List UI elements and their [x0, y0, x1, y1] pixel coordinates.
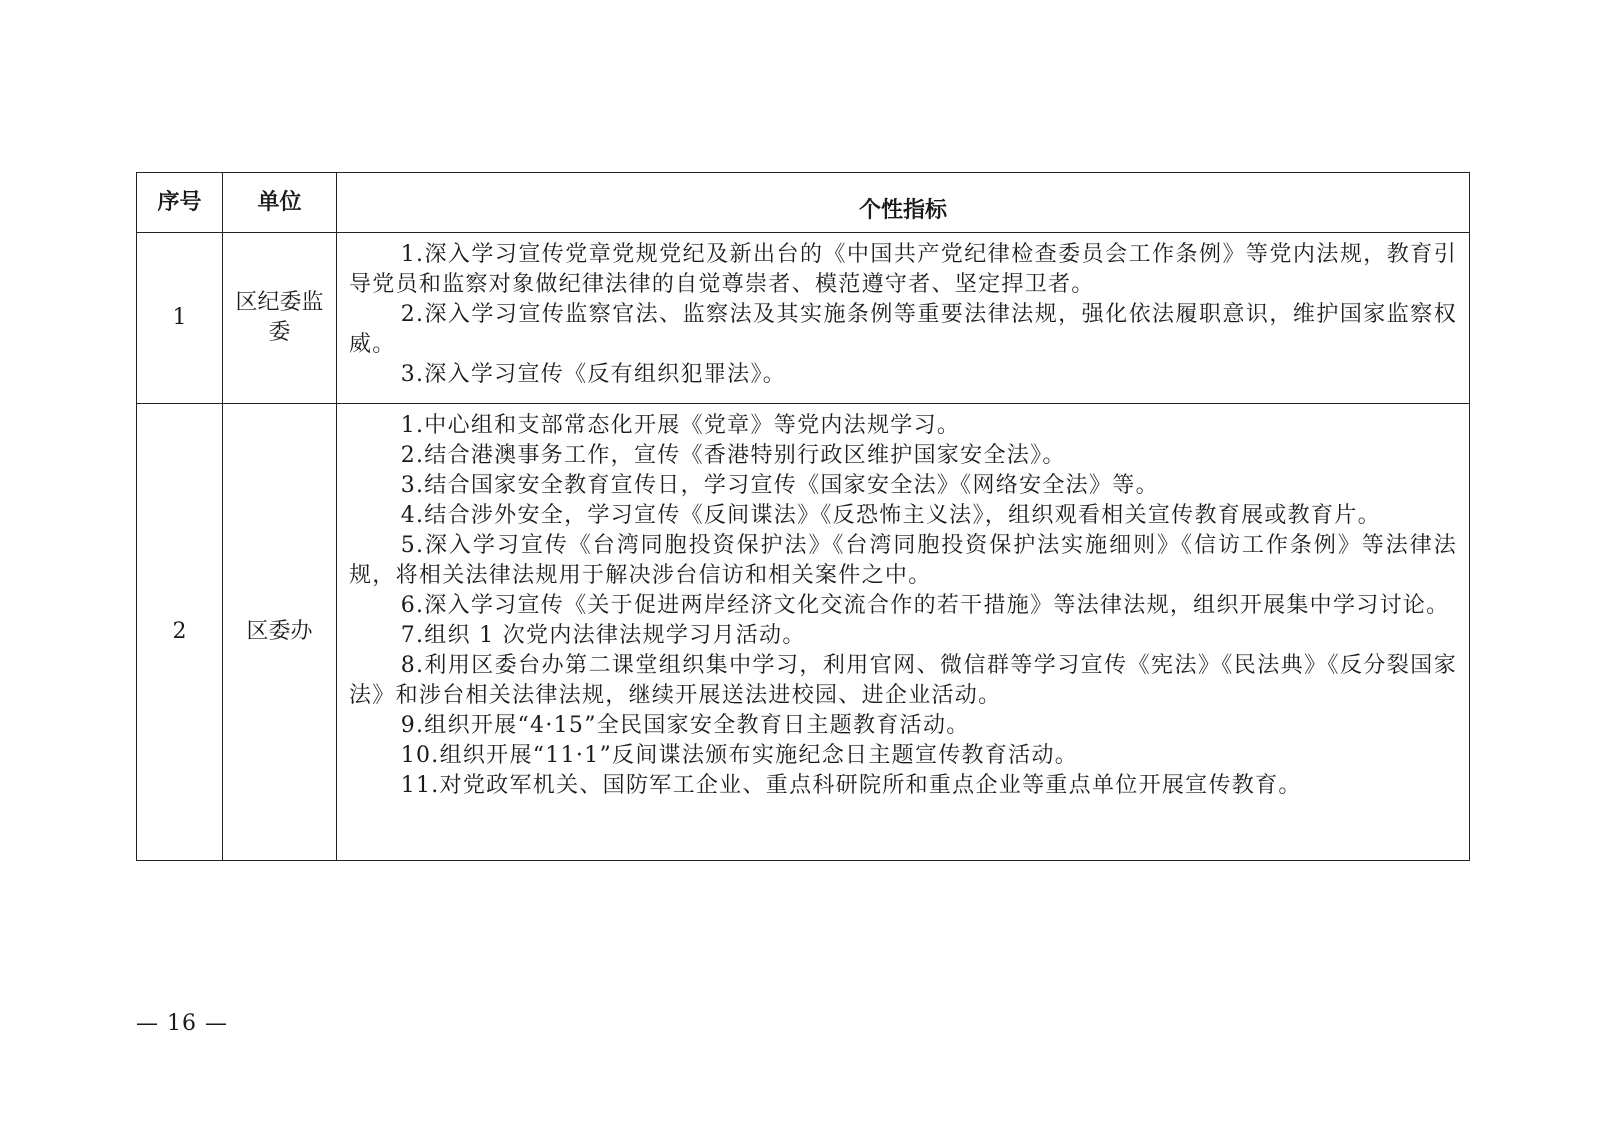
- indicator-table: [136, 172, 1470, 861]
- row-indicators: [337, 233, 1470, 404]
- indicator-item: 2.深入学习宣传监察官法、监察法及其实施条例等重要法律法规，强化依法履职意识，维护国家监察权威。: [349, 302, 1457, 357]
- header-indicator: 个性指标: [337, 173, 1470, 233]
- header-unit: 单位: [223, 173, 337, 233]
- indicator-item: 4.结合涉外安全，学习宣传《反间谍法》《反恐怖主义法》，组织观看相关宣传教育展或教育片。: [400, 503, 1381, 528]
- indicator-item: 9.组织开展“4·15”全民国家安全教育日主题教育活动。: [400, 713, 970, 738]
- indicator-item: 11.对党政军机关、国防军工企业、重点科研院所和重点企业等重点单位开展宣传教育。: [400, 773, 1302, 798]
- page-number: — 16 —: [136, 1011, 228, 1036]
- indicator-item: 6.深入学习宣传《关于促进两岸经济文化交流合作的若干措施》等法律法规，组织开展集中学习讨论。: [400, 593, 1450, 618]
- indicator-item: 2.结合港澳事务工作，宣传《香港特别行政区维护国家安全法》。: [400, 443, 1066, 468]
- table-row: [137, 404, 1470, 861]
- row-unit: 区委办: [223, 404, 337, 861]
- indicator-item: 3.结合国家安全教育宣传日，学习宣传《国家安全法》《网络安全法》等。: [400, 473, 1159, 498]
- table-header-row: [137, 173, 1470, 233]
- indicator-item: 7.组织 1 次党内法律法规学习月活动。: [400, 623, 806, 648]
- indicator-item: 3.深入学习宣传《反有组织犯罪法》。: [400, 362, 787, 387]
- indicator-item: 1.中心组和支部常态化开展《党章》等党内法规学习。: [400, 413, 961, 438]
- row-unit: 区纪委监委: [223, 233, 337, 404]
- indicator-item: 10.组织开展“11·1”反间谍法颁布实施纪念日主题宣传教育活动。: [400, 743, 1079, 768]
- row-indicators: [337, 404, 1470, 861]
- table-row: [137, 233, 1470, 404]
- row-seq: 2: [137, 404, 223, 861]
- row-seq: 1: [137, 233, 223, 404]
- indicator-item: 8.利用区委台办第二课堂组织集中学习，利用官网、微信群等学习宣传《宪法》《民法典》《反分裂国家法》和涉台相关法律法规，继续开展送法进校园、进企业活动。: [349, 653, 1457, 708]
- indicator-item: 5.深入学习宣传《台湾同胞投资保护法》《台湾同胞投资保护法实施细则》《信访工作条例》等法律法规，将相关法律法规用于解决涉台信访和相关案件之中。: [349, 533, 1457, 588]
- indicator-item: 1.深入学习宣传党章党规党纪及新出台的《中国共产党纪律检查委员会工作条例》等党内法规，教育引导党员和监察对象做纪律法律的自觉尊崇者、模范遵守者、坚定捍卫者。: [349, 242, 1457, 297]
- header-seq: 序号: [137, 173, 223, 233]
